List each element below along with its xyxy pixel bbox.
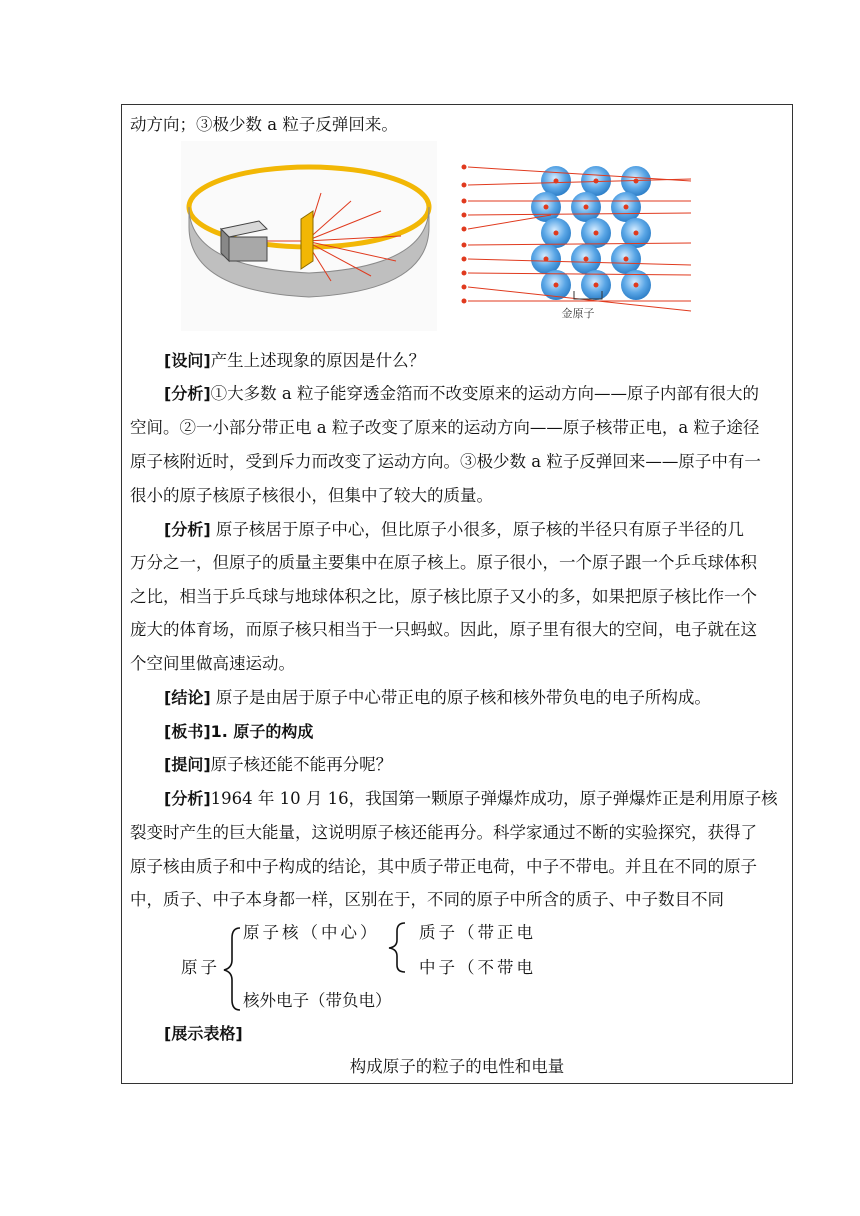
text-line: 原子核由质子和中子构成的结论，其中质子带正电荷，中子不带电。并且在不同的原子 <box>130 857 757 876</box>
alpha-particle <box>462 213 467 218</box>
analysis-line: [分析] 原子核居于原子中心，但比原子小很多，原子核的半径只有原子半径的几 <box>164 520 744 539</box>
nucleus-dot <box>594 231 599 236</box>
show-table-line <box>164 1024 243 1044</box>
tag-question: [设问] <box>164 351 211 370</box>
source-box <box>229 237 267 261</box>
alpha-path <box>468 215 551 229</box>
nucleus-dot <box>634 283 639 288</box>
ask-line: [提问]原子核还能不能再分呢？ <box>164 755 393 774</box>
nucleus-dot <box>624 205 629 210</box>
tag-ask: [提问] <box>164 755 211 774</box>
tag-board: [板书] <box>164 722 211 741</box>
tag-conclusion: [结论] <box>164 688 211 707</box>
gold-atom-scattering-figure <box>456 141 702 331</box>
conclusion-line: [结论] 原子是由居于原子中心带正电的原子核和核外带负电的电子所构成。 <box>164 688 711 707</box>
analysis-line: [分析]1964 年 10 月 16，我国第一颗原子弹爆炸成功，原子弹爆炸正是利用原子核 <box>164 789 778 808</box>
neutron-label: 中子（不带电 <box>419 958 536 977</box>
alpha-particle <box>462 165 467 170</box>
nucleus-dot <box>584 205 589 210</box>
alpha-particle <box>462 271 467 276</box>
alpha-path <box>468 243 691 245</box>
proton-label: 质子（带正电 <box>419 923 536 942</box>
text-line: 万分之一，但原子的质量主要集中在原子核上。原子很小，一个原子跟一个乒乓球体积 <box>130 553 757 572</box>
tag-show-table: [展示表格] <box>164 1024 243 1043</box>
nucleus-brace-icon <box>383 920 409 974</box>
text-line: 之比，相当于乒乓球与地球体积之比，原子核比原子又小的多，如果把原子核比作一个 <box>130 587 757 606</box>
nucleus-dot <box>544 205 549 210</box>
text-line: 裂变时产生的巨大能量，这说明原子核还能再分。科学家通过不断的实验探究，获得了 <box>130 823 757 842</box>
alpha-particle <box>462 299 467 304</box>
text-line: 很小的原子核原子核很小，但集中了较大的质量。 <box>130 486 493 505</box>
alpha-particle-paths <box>462 165 692 312</box>
analysis-line: [分析]①大多数 a 粒子能穿透金箔而不改变原来的运动方向——原子内部有很大的 <box>164 384 759 403</box>
alpha-particle <box>462 243 467 248</box>
nucleus-label: 原子核（中心） <box>243 923 380 942</box>
nucleus-dot <box>594 283 599 288</box>
text-line: 个空间里做高速运动。 <box>130 654 295 673</box>
alpha-path <box>468 273 691 275</box>
electron-label: 核外电子（带负电） <box>243 991 392 1010</box>
tag-analysis: [分析] <box>164 384 211 403</box>
text-line: 原子核附近时，受到斥力而改变了运动方向。③极少数 a 粒子反弹回来——原子中有一 <box>130 452 761 471</box>
table-title: 构成原子的粒子的电性和电量 <box>349 1057 565 1076</box>
rutherford-apparatus-figure <box>181 141 437 331</box>
nucleus-dot <box>634 231 639 236</box>
tag-analysis: [分析] <box>164 520 211 539</box>
alpha-particle <box>462 183 467 188</box>
question-line: [设问]产生上述现象的原因是什么？ <box>164 351 426 370</box>
nucleus-dot <box>624 257 629 262</box>
alpha-path <box>468 167 691 181</box>
atom-brace-icon <box>214 924 244 1014</box>
nucleus-dot <box>554 231 559 236</box>
alpha-path <box>468 179 691 185</box>
alpha-particle <box>462 285 467 290</box>
board-line: [板书]1. 原子的构成 <box>164 722 314 741</box>
text-line: 动方向；③极少数 a 粒子反弹回来。 <box>130 115 398 134</box>
gold-foil <box>301 211 313 269</box>
nucleus-dot <box>584 257 589 262</box>
text-line: 空间。②一小部分带正电 a 粒子改变了原来的运动方向——原子核带正电，a 粒子途径 <box>130 418 760 437</box>
alpha-particle <box>462 199 467 204</box>
alpha-particle <box>462 227 467 232</box>
text-line: 中，质子、中子本身都一样，区别在于，不同的原子中所含的质子、中子数目不同 <box>130 890 724 909</box>
text-line: 庞大的体育场，而原子核只相当于一只蚂蚁。因此，原子里有很大的空间，电子就在这 <box>130 620 757 639</box>
nucleus-dot <box>554 283 559 288</box>
alpha-particle <box>462 257 467 262</box>
nucleus-dot <box>594 179 599 184</box>
gold-atoms <box>531 166 651 300</box>
tag-analysis: [分析] <box>164 789 211 808</box>
gold-atom-label: 金原子 <box>561 307 595 320</box>
atom-label: 原子 <box>181 958 220 977</box>
